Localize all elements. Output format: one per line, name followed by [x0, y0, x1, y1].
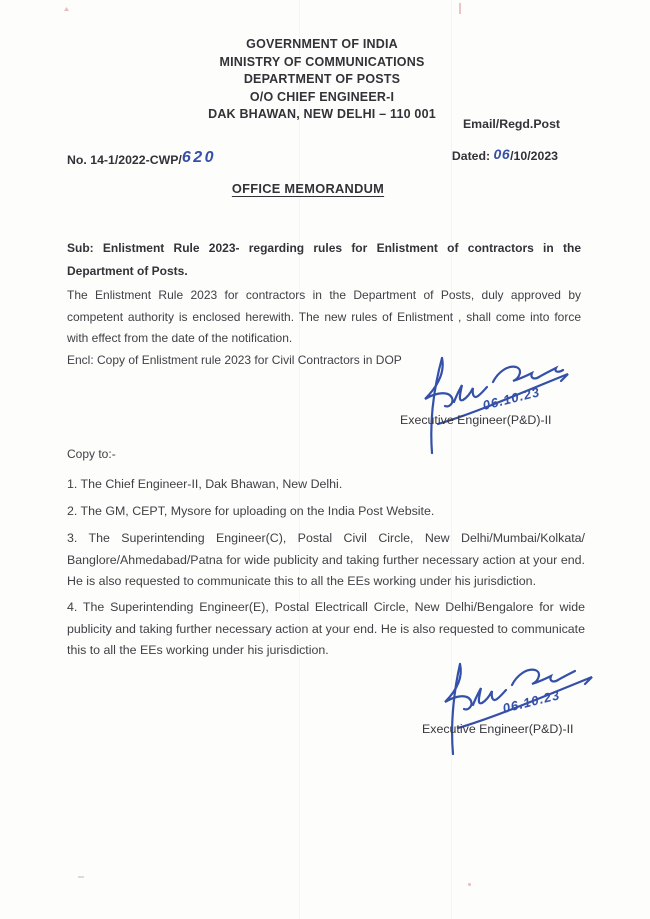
reference-number-line	[67, 151, 216, 169]
letterhead-line-government: GOVERNMENT OF INDIA	[246, 37, 398, 51]
copy-to-item: 3. The Superintending Engineer(C), Postal Civil Circle, New Delhi/Mumbai/Kolkata/ Banglore/Ahmedabad/Patna for wide publicity and taking further necessary action at your end. He is also requested to communicate this to all the EEs working under his jurisdiction.	[67, 531, 585, 588]
handwritten-ref-number: 620	[181, 149, 217, 166]
handwritten-date-day: 06	[493, 146, 511, 162]
enclosure-line: Encl: Copy of Enlistment rule 2023 for Civil Contractors in DOP	[67, 353, 402, 367]
scan-artifact	[78, 876, 84, 878]
paper-fold-line	[299, 0, 300, 919]
date-line	[452, 147, 558, 163]
body-paragraph: The Enlistment Rule 2023 for contractors in the Department of Posts, duly approved by competent authority is enclosed herewith. The new rules of Enlistment , shall come into force with effect from the date of the notification.	[67, 288, 581, 345]
scan-artifact	[459, 3, 461, 14]
letterhead-line-office: O/O CHIEF ENGINEER-I	[249, 89, 395, 104]
scan-artifact	[468, 883, 471, 886]
date-rest: /10/2023	[510, 149, 558, 163]
letterhead-line-address: DAK BHAWAN, NEW DELHI – 110 001	[208, 107, 436, 122]
date-label: Dated:	[451, 149, 494, 163]
signatory-designation: Executive Engineer(P&D)-II	[422, 722, 574, 736]
signatory-designation: Executive Engineer(P&D)-II	[400, 413, 552, 427]
reference-number-label: No. 14-1/2022-CWP/	[67, 153, 182, 167]
signature-ink-icon	[398, 354, 583, 459]
copy-to-item: 4. The Superintending Engineer(E), Postal Electricall Circle, New Delhi/Bengalore for wide publicity and taking further necessary action at your end. He is also requested to communicate this to all the EEs working under his jurisdiction.	[67, 600, 585, 657]
copy-to-label: Copy to:-	[67, 447, 116, 461]
signature-block-2	[420, 650, 615, 760]
scan-artifact	[64, 7, 69, 11]
copy-to-item: 2. The GM, CEPT, Mysore for uploading on the India Post Website.	[67, 504, 435, 518]
handwritten-signature-date: 06.10.23	[481, 384, 542, 413]
subject-line: Sub: Enlistment Rule 2023- regarding rules for Enlistment of contractors in the Department of Posts.	[67, 241, 581, 278]
memo-title: OFFICE MEMORANDUM	[231, 181, 385, 196]
signature-block-1	[398, 354, 593, 464]
signature-ink-icon	[420, 650, 605, 755]
letterhead-line-department: DEPARTMENT OF POSTS	[243, 72, 401, 87]
letterhead-line-ministry: MINISTRY OF COMMUNICATIONS	[219, 54, 425, 69]
handwritten-signature-date: 06.10.23	[501, 687, 562, 716]
letterhead	[0, 36, 644, 124]
delivery-mode-label: Email/Regd.Post	[462, 117, 560, 131]
copy-to-item: 1. The Chief Engineer-II, Dak Bhawan, New Delhi.	[67, 477, 343, 491]
